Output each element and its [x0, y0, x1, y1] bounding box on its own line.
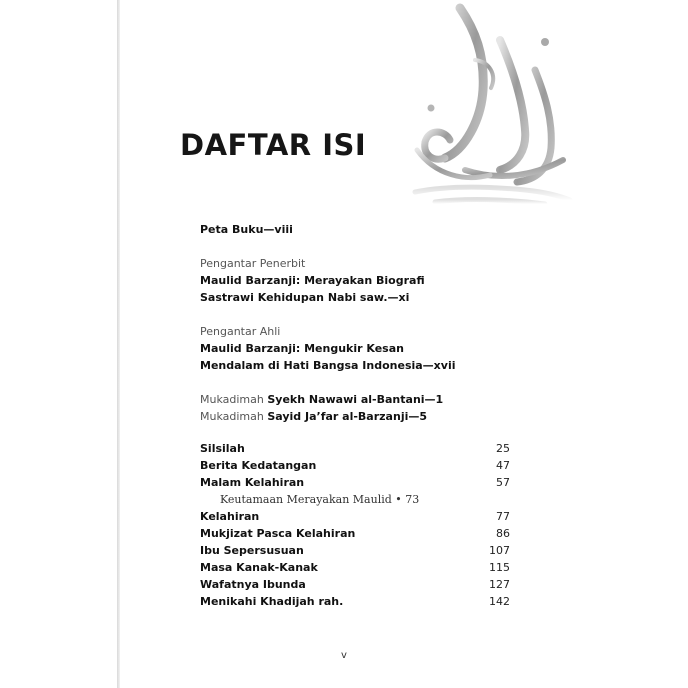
- toc-entry-pengantar-ahli-line2[interactable]: Mendalam di Hati Bangsa Indonesia—xvii: [200, 359, 456, 372]
- page-binding-edge: [117, 0, 120, 688]
- chapter-page: 115: [489, 561, 510, 574]
- toc-subentry-keutamaan[interactable]: Keutamaan Merayakan Maulid • 73: [220, 493, 420, 506]
- toc-entry-pengantar-penerbit-line1[interactable]: Maulid Barzanji: Merayakan Biografi: [200, 274, 425, 287]
- toc-prefix-pengantar-ahli: Pengantar Ahli: [200, 325, 281, 338]
- chapter-page: 77: [496, 510, 510, 523]
- chapter-title: Mukjizat Pasca Kelahiran: [200, 527, 356, 540]
- chapter-title: Wafatnya Ibunda: [200, 578, 306, 591]
- chapter-page: 57: [496, 476, 510, 489]
- chapter-title: Silsilah: [200, 442, 245, 455]
- chapter-title: Menikahi Khadijah rah.: [200, 595, 344, 608]
- toc-chapter-masa-kanak-kanak[interactable]: [200, 559, 510, 576]
- toc-chapter-mukjizat[interactable]: [200, 525, 510, 542]
- chapter-title: Masa Kanak-Kanak: [200, 561, 318, 574]
- toc-entry-pengantar-penerbit-line2[interactable]: Sastrawi Kehidupan Nabi saw.—xi: [200, 291, 410, 304]
- mukadimah-title: Syekh Nawawi al-Bantani—1: [267, 393, 444, 406]
- toc-chapter-kelahiran[interactable]: [200, 508, 510, 525]
- toc-chapter-silsilah[interactable]: [200, 440, 510, 457]
- table-of-contents: [200, 221, 510, 610]
- chapter-page: 127: [489, 578, 510, 591]
- toc-chapter-menikahi-khadijah[interactable]: [200, 593, 510, 610]
- calligraphy-logo-icon: [405, 0, 575, 215]
- toc-entry-mukadimah-2[interactable]: [200, 408, 510, 425]
- page-number: v: [341, 650, 347, 661]
- toc-entry-peta-buku[interactable]: Peta Buku—viii: [200, 223, 293, 236]
- chapter-page: 86: [496, 527, 510, 540]
- chapter-title: Kelahiran: [200, 510, 260, 523]
- chapter-title: Malam Kelahiran: [200, 476, 305, 489]
- chapter-page: 47: [496, 459, 510, 472]
- chapter-title: Berita Kedatangan: [200, 459, 317, 472]
- mukadimah-prefix: Mukadimah: [200, 410, 264, 423]
- toc-prefix-pengantar-penerbit: Pengantar Penerbit: [200, 257, 306, 270]
- chapter-page: 107: [489, 544, 510, 557]
- toc-entry-pengantar-ahli-line1[interactable]: Maulid Barzanji: Mengukir Kesan: [200, 342, 404, 355]
- page-title: DAFTAR ISI: [180, 128, 367, 162]
- toc-chapter-malam-kelahiran[interactable]: [200, 474, 510, 491]
- toc-chapter-ibu-sepersusuan[interactable]: [200, 542, 510, 559]
- chapter-title: Ibu Sepersusuan: [200, 544, 304, 557]
- mukadimah-prefix: Mukadimah: [200, 393, 264, 406]
- toc-entry-mukadimah-1[interactable]: [200, 391, 510, 408]
- chapter-page: 142: [489, 595, 510, 608]
- mukadimah-title: Sayid Ja’far al-Barzanji—5: [267, 410, 428, 423]
- chapter-page: 25: [496, 442, 510, 455]
- toc-chapter-berita-kedatangan[interactable]: [200, 457, 510, 474]
- toc-chapter-wafatnya-ibunda[interactable]: [200, 576, 510, 593]
